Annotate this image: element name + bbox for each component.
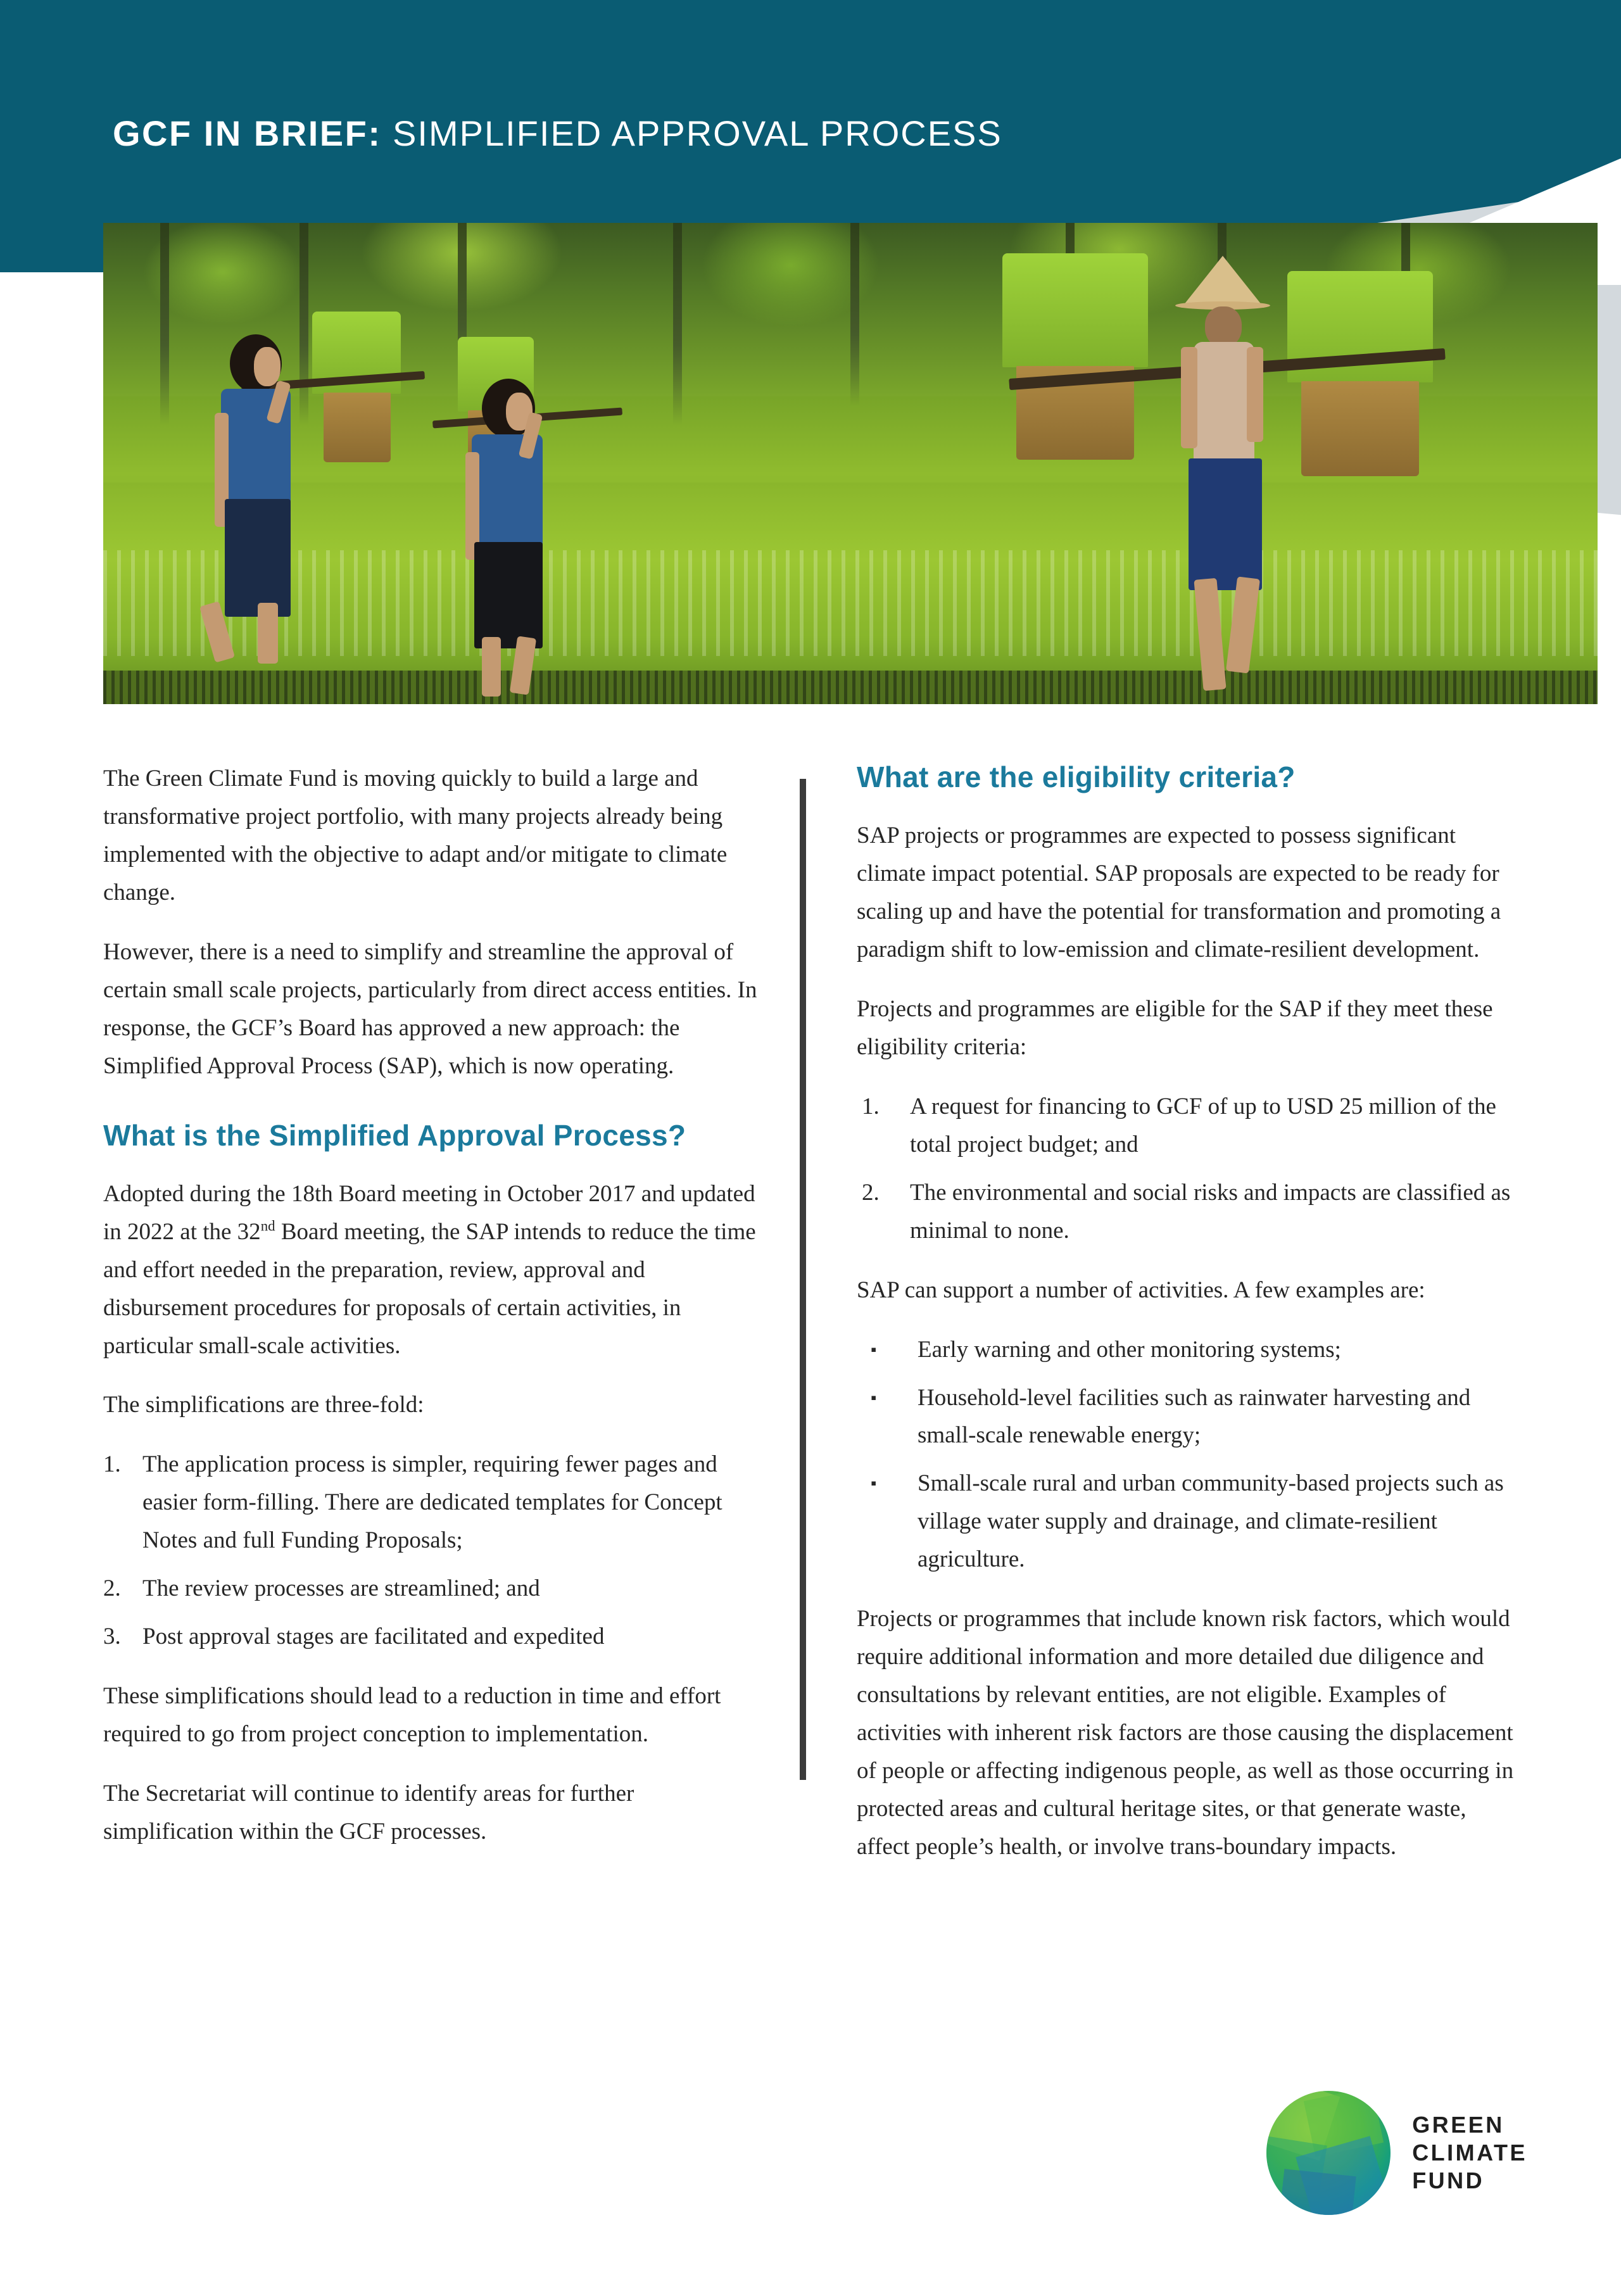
tree-trunk	[673, 223, 682, 425]
bullet-icon: ▪	[871, 1474, 877, 1493]
tree-trunk	[160, 223, 169, 425]
list-marker: 2.	[862, 1179, 880, 1206]
hero-foreground-grass	[103, 671, 1598, 704]
tree-trunk	[300, 223, 308, 425]
list-item	[103, 1570, 762, 1608]
two-column-layout	[103, 760, 1518, 1888]
page-title-strong: GCF IN BRIEF:	[113, 113, 382, 153]
heading-eligibility-criteria: What are the eligibility criteria?	[857, 760, 1296, 793]
list-item	[103, 1618, 762, 1656]
heading-what-is-sap: What is the Simplified Approval Process?	[103, 1118, 686, 1152]
list-item	[857, 1088, 1515, 1164]
list-item	[103, 1446, 762, 1560]
list-item-text: The review processes are streamlined; and	[142, 1575, 540, 1602]
list-item	[857, 1331, 1515, 1369]
list-item-text: Small-scale rural and urban community-based projects such as village water supply and drainage, and climate-resilient agriculture.	[918, 1470, 1504, 1573]
body-content	[0, 760, 1621, 1888]
activities-lead-in: SAP can support a number of activities. A few examples are:	[857, 1277, 1425, 1303]
right-column	[806, 760, 1515, 1888]
closing-paragraph-2: The Secretariat will continue to identify areas for further simplification within the GCF processes.	[103, 1780, 634, 1845]
column-divider	[800, 779, 806, 1780]
hero-water-reflections	[103, 550, 1598, 656]
paragraph-adopted-part-2: Board meeting, the SAP intends to reduce the time and effort needed in the preparation, review, approval and disbursement procedures for proposals of certain activities, in particular small-scale activities.	[103, 1218, 756, 1359]
intro-paragraph-1: The Green Climate Fund is moving quickly to build a large and transformative project portfolio, with many projects already being implemented with the objective to adapt and/or mitigate to climate change.	[103, 766, 728, 905]
gcf-logo	[1266, 2091, 1527, 2215]
page-title-light: SIMPLIFIED APPROVAL PROCESS	[381, 113, 1002, 153]
list-item-text: Early warning and other monitoring systems;	[918, 1336, 1341, 1363]
list-item-text: The environmental and social risks and impacts are classified as minimal to none.	[910, 1179, 1511, 1244]
intro-paragraph-2: However, there is a need to simplify and streamline the approval of certain small scale projects, particularly from direct access entities. In response, the GCF’s Board has approved a new approach: the Simplified Approval Process (SAP), which is now operating.	[103, 938, 757, 1079]
list-marker: 1.	[862, 1093, 880, 1120]
paragraph-adopted-part-1: Adopted during the 18th Board meeting in October 2017 and updated in 2022 at the 32	[103, 1180, 755, 1245]
eligibility-paragraph-2: Projects and programmes are eligible for the SAP if they meet these eligibility criteria:	[857, 996, 1493, 1060]
hero-photo	[103, 223, 1598, 704]
list-item-text: Post approval stages are facilitated and expedited	[142, 1624, 605, 1650]
list-item-text: The application process is simpler, requiring fewer pages and easier form-filling. There are dedicated templates for Concept Notes and full Funding Proposals;	[142, 1451, 722, 1554]
tree-trunk	[850, 223, 859, 406]
paragraph-adopted	[103, 1175, 762, 1365]
logo-line-green: GREEN	[1412, 2112, 1504, 2138]
list-marker: 3.	[103, 1624, 121, 1650]
ordinal-suffix: nd	[260, 1218, 275, 1234]
logo-wordmark	[1412, 2111, 1527, 2195]
list-marker: 2.	[103, 1575, 121, 1602]
closing-paragraph-1: These simplifications should lead to a reduction in time and effort required to go from project conception to implementation.	[103, 1683, 721, 1748]
bullet-icon: ▪	[871, 1388, 877, 1407]
left-column	[103, 760, 800, 1888]
logo-line-climate: CLIMATE	[1412, 2140, 1527, 2166]
list-item	[857, 1465, 1515, 1579]
logo-line-fund: FUND	[1412, 2167, 1485, 2193]
list-item-text: Household-level facilities such as rainwater harvesting and small-scale renewable energy;	[918, 1384, 1471, 1449]
activities-list	[857, 1331, 1515, 1579]
lead-in-simplifications: The simplifications are three-fold:	[103, 1392, 424, 1418]
list-item-text: A request for financing to GCF of up to USD 25 million of the total project budget; and	[910, 1093, 1496, 1157]
criteria-list	[857, 1088, 1515, 1250]
eligibility-paragraph-1: SAP projects or programmes are expected to possess significant climate impact potential. SAP proposals are expected to be ready for scaling up and have the potential for transformation and promoting a paradigm shift to low-emission and climate-resilient development.	[857, 823, 1501, 963]
list-item	[857, 1379, 1515, 1455]
risk-factors-paragraph: Projects or programmes that include known risk factors, which would require additional information and more detailed due diligence and consultations by relevant entities, are not eligible. Examples of activities with inherent risk factors are those causing the displacement of people or affecting indigenous people, as well as those occurring in protected areas and cultural heritage sites, or that generate waste, affect people’s health, or involve trans-boundary impacts.	[857, 1606, 1514, 1860]
globe-icon	[1266, 2091, 1391, 2215]
list-marker: 1.	[103, 1451, 121, 1478]
page-title	[113, 113, 1002, 154]
bullet-icon: ▪	[871, 1340, 877, 1359]
list-item	[857, 1174, 1515, 1250]
simplifications-list	[103, 1446, 762, 1656]
